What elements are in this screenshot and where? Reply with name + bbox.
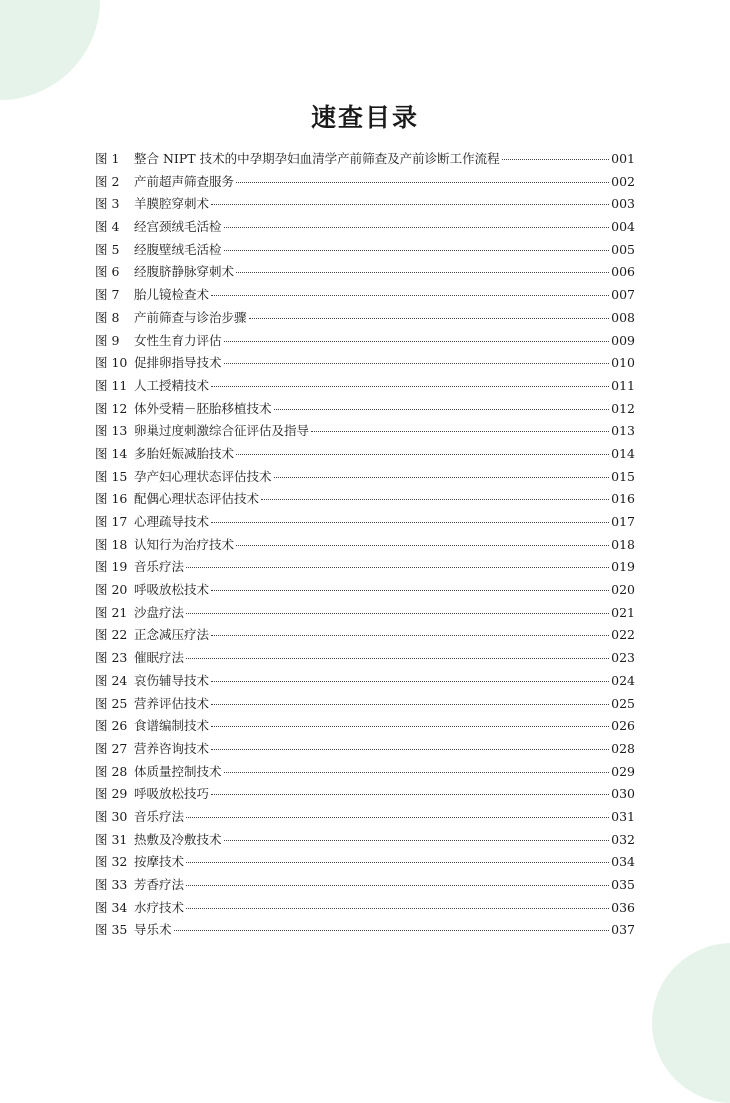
figure-number: 图 25: [95, 695, 128, 711]
dot-leader: [261, 499, 609, 500]
toc-entry[interactable]: [95, 375, 635, 398]
figure-number: 图 24: [95, 672, 128, 688]
toc-entry[interactable]: [95, 647, 635, 670]
page-number: 020: [611, 582, 635, 598]
entry-title: 营养评估技术: [134, 695, 210, 711]
toc-entry[interactable]: [95, 352, 635, 375]
figure-number: 图 21: [95, 604, 128, 620]
dot-leader: [211, 522, 609, 523]
figure-number: 图 3: [95, 196, 120, 212]
toc-entry[interactable]: [95, 466, 635, 489]
dot-leader: [274, 409, 609, 410]
figure-number: 图 18: [95, 536, 128, 552]
entry-title: 营养咨询技术: [134, 740, 210, 756]
dot-leader: [224, 840, 609, 841]
dot-leader: [249, 318, 609, 319]
figure-number: 图 27: [95, 740, 128, 756]
page-number: 024: [611, 672, 635, 688]
entry-title: 热敷及冷敷技术: [134, 831, 222, 847]
entry-title: 羊膜腔穿刺术: [134, 196, 210, 212]
toc-entry[interactable]: [95, 511, 635, 534]
figure-number: 图 28: [95, 763, 128, 779]
page-number: 031: [611, 808, 635, 824]
page-number: 021: [611, 604, 635, 620]
dot-leader: [236, 182, 609, 183]
dot-leader: [224, 227, 609, 228]
dot-leader: [224, 250, 609, 251]
page-number: 030: [611, 786, 635, 802]
dot-leader: [186, 613, 609, 614]
entry-title: 体质量控制技术: [134, 763, 222, 779]
page-number: 017: [611, 514, 635, 529]
entry-title: 呼吸放松技巧: [134, 786, 210, 802]
toc-entry[interactable]: [95, 693, 635, 716]
entry-title: 促排卵指导技术: [134, 355, 222, 371]
toc-entry[interactable]: [95, 239, 635, 262]
figure-number: 图 26: [95, 718, 128, 734]
toc-entry[interactable]: [95, 148, 635, 171]
page-number: 022: [611, 627, 635, 643]
figure-number: 图 14: [95, 445, 128, 461]
entry-title: 产前超声筛查服务: [134, 173, 235, 189]
toc-entry[interactable]: [95, 919, 635, 942]
figure-number: 图 29: [95, 786, 128, 802]
page-number: 037: [611, 922, 635, 938]
entry-title: 认知行为治疗技术: [134, 536, 235, 552]
entry-title: 水疗技术: [134, 899, 185, 915]
toc-entry[interactable]: [95, 851, 635, 874]
corner-decoration-bottom-right: [652, 943, 730, 1103]
page-title: 速查目录: [310, 103, 419, 132]
page-number: 007: [611, 287, 635, 303]
dot-leader: [274, 477, 609, 478]
toc-entry[interactable]: [95, 874, 635, 897]
page-number: 011: [611, 377, 635, 393]
toc-entry[interactable]: [95, 806, 635, 829]
dot-leader: [211, 749, 609, 750]
figure-number: 图 35: [95, 922, 128, 938]
toc-entry[interactable]: [95, 420, 635, 443]
toc-entry[interactable]: [95, 307, 635, 330]
page-number: 035: [611, 877, 635, 892]
entry-title: 心理疏导技术: [134, 514, 210, 529]
figure-number: 图 30: [95, 808, 128, 824]
toc-list: [95, 148, 635, 942]
entry-title: 经腹壁绒毛活检: [134, 241, 222, 257]
entry-title: 配偶心理状态评估技术: [134, 491, 260, 507]
dot-leader: [186, 567, 609, 568]
figure-number: 图 7: [95, 287, 120, 303]
entry-title: 卵巢过度刺激综合征评估及指导: [134, 423, 310, 439]
page-number: 008: [611, 309, 635, 325]
figure-number: 图 23: [95, 650, 128, 666]
figure-number: 图 19: [95, 559, 128, 575]
entry-title: 整合 NIPT 技术的中孕期孕妇血清学产前筛查及产前诊断工作流程: [134, 151, 500, 166]
dot-leader: [186, 885, 609, 886]
toc-entry[interactable]: [95, 624, 635, 647]
dot-leader: [186, 908, 609, 909]
page-number: 005: [611, 241, 635, 257]
dot-leader: [211, 590, 609, 591]
page-number: 001: [611, 151, 635, 166]
toc-entry[interactable]: [95, 261, 635, 284]
page-number: 018: [611, 536, 635, 552]
dot-leader: [224, 772, 609, 773]
toc-entry[interactable]: [95, 488, 635, 511]
page-number: 032: [611, 831, 635, 847]
toc-entry[interactable]: [95, 330, 635, 353]
figure-number: 图 11: [95, 377, 128, 393]
figure-number: 图 2: [95, 173, 120, 189]
figure-number: 图 10: [95, 355, 128, 371]
dot-leader: [211, 386, 609, 387]
page-number: 003: [611, 196, 635, 212]
page-number: 034: [611, 854, 635, 870]
dot-leader: [211, 704, 609, 705]
toc-entry[interactable]: [95, 443, 635, 466]
entry-title: 音乐疗法: [134, 559, 185, 575]
figure-number: 图 8: [95, 309, 120, 325]
toc-entry[interactable]: [95, 534, 635, 557]
page-number: 002: [611, 173, 635, 189]
page-number: 023: [611, 650, 635, 666]
entry-title: 呼吸放松技术: [134, 582, 210, 598]
figure-number: 图 22: [95, 627, 128, 643]
page-number: 028: [611, 740, 635, 756]
figure-number: 图 4: [95, 219, 120, 235]
dot-leader: [224, 363, 609, 364]
page-number: 029: [611, 763, 635, 779]
entry-title: 胎儿镜检查术: [134, 287, 210, 303]
figure-number: 图 13: [95, 423, 128, 439]
toc-entry[interactable]: [95, 216, 635, 239]
entry-title: 音乐疗法: [134, 808, 185, 824]
entry-title: 催眠疗法: [134, 650, 185, 666]
entry-title: 体外受精－胚胎移植技术: [134, 400, 272, 416]
dot-leader: [186, 862, 609, 863]
dot-leader: [186, 817, 609, 818]
dot-leader: [502, 159, 609, 160]
figure-number: 图 33: [95, 877, 128, 892]
toc-entry[interactable]: [95, 556, 635, 579]
dot-leader: [211, 295, 609, 296]
page-number: 015: [611, 468, 635, 484]
dot-leader: [211, 681, 609, 682]
dot-leader: [236, 545, 609, 546]
dot-leader: [211, 204, 609, 205]
page-number: 016: [611, 491, 635, 507]
entry-title: 产前筛查与诊治步骤: [134, 309, 247, 325]
toc-entry[interactable]: [95, 670, 635, 693]
toc-entry[interactable]: [95, 398, 635, 421]
entry-title: 导乐术: [134, 922, 172, 938]
page-number: 019: [611, 559, 635, 575]
page-number: 014: [611, 445, 635, 461]
figure-number: 图 17: [95, 514, 128, 529]
figure-number: 图 6: [95, 264, 120, 280]
toc-entry[interactable]: [95, 761, 635, 784]
figure-number: 图 32: [95, 854, 128, 870]
page-number: 010: [611, 355, 635, 371]
page-number: 026: [611, 718, 635, 734]
toc-entry[interactable]: [95, 738, 635, 761]
dot-leader: [311, 431, 609, 432]
toc-entry[interactable]: [95, 284, 635, 307]
figure-number: 图 16: [95, 491, 128, 507]
entry-title: 多胎妊娠减胎技术: [134, 445, 235, 461]
dot-leader: [211, 794, 609, 795]
toc-entry[interactable]: [95, 193, 635, 216]
toc-entry[interactable]: [95, 602, 635, 625]
figure-number: 图 5: [95, 241, 120, 257]
entry-title: 女性生育力评估: [134, 332, 222, 348]
entry-title: 孕产妇心理状态评估技术: [134, 468, 272, 484]
entry-title: 人工授精技术: [134, 377, 210, 393]
entry-title: 芳香疗法: [134, 877, 185, 892]
toc-entry[interactable]: [95, 897, 635, 920]
dot-leader: [186, 658, 609, 659]
dot-leader: [211, 726, 609, 727]
page-number: 004: [611, 219, 635, 235]
entry-title: 经宫颈绒毛活检: [134, 219, 222, 235]
figure-number: 图 15: [95, 468, 128, 484]
figure-number: 图 9: [95, 332, 120, 348]
page-number: 006: [611, 264, 635, 280]
dot-leader: [236, 454, 609, 455]
entry-title: 经腹脐静脉穿刺术: [134, 264, 235, 280]
entry-title: 按摩技术: [134, 854, 185, 870]
figure-number: 图 34: [95, 899, 128, 915]
toc-entry[interactable]: [95, 715, 635, 738]
entry-title: 哀伤辅导技术: [134, 672, 210, 688]
dot-leader: [174, 930, 609, 931]
toc-entry[interactable]: [95, 783, 635, 806]
dot-leader: [211, 635, 609, 636]
toc-entry[interactable]: [95, 579, 635, 602]
page-number: 012: [611, 400, 635, 416]
figure-number: 图 20: [95, 582, 128, 598]
page-number: 013: [611, 423, 635, 439]
entry-title: 正念减压疗法: [134, 627, 210, 643]
page-number: 036: [611, 899, 635, 915]
entry-title: 沙盘疗法: [134, 604, 185, 620]
figure-number: 图 1: [95, 151, 120, 166]
page-number: 009: [611, 332, 635, 348]
figure-number: 图 31: [95, 831, 128, 847]
corner-decoration-top-left: [0, 0, 100, 100]
dot-leader: [236, 272, 609, 273]
page-number: 025: [611, 695, 635, 711]
toc-entry[interactable]: [95, 171, 635, 194]
figure-number: 图 12: [95, 400, 128, 416]
dot-leader: [224, 341, 609, 342]
toc-entry[interactable]: [95, 829, 635, 852]
entry-title: 食谱编制技术: [134, 718, 210, 734]
